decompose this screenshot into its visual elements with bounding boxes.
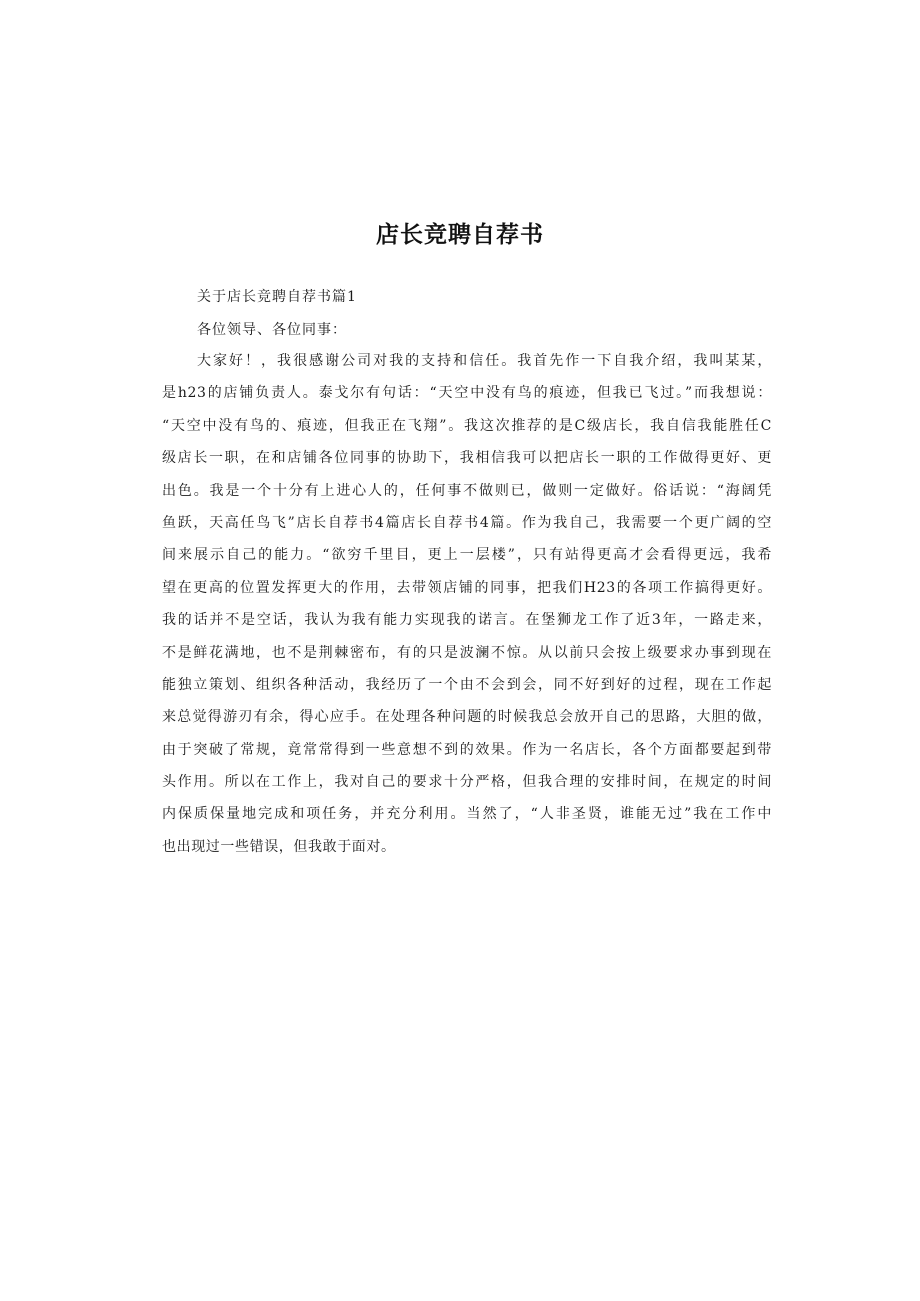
salutation: 各位领导、各位同事： <box>197 322 347 338</box>
body-line: 来总觉得游刃有余，得心应手。在处理各种问题的时候我总会放开自己的思路，大胆的做， <box>162 709 772 726</box>
body-line: 也出现过一些错误，但我敢于面对。 <box>162 838 396 855</box>
body-line: “天空中没有鸟的、痕迹，但我正在飞翔”。我这次推荐的是C级店长，我自信我能胜任C <box>162 417 772 434</box>
body-line: 出色。我是一个十分有上进心人的，任何事不做则已，做则一定做好。俗话说：“海阔凭 <box>162 482 772 499</box>
article-subtitle: 关于店长竞聘自荐书篇1 <box>197 289 357 305</box>
body-line: 我的话并不是空话，我认为我有能力实现我的诺言。在堡狮龙工作了近3年，一路走来， <box>162 612 772 629</box>
body-line: 内保质保量地完成和项任务，并充分利用。当然了，“人非圣贤，谁能无过”我在工作中 <box>162 806 772 823</box>
body-line: 由于突破了常规，竟常常得到一些意想不到的效果。作为一名店长，各个方面都要起到带 <box>162 741 772 758</box>
body-line: 鱼跃，天高任鸟飞”店长自荐书4篇店长自荐书4篇。作为我自己，我需要一个更广阔的空 <box>162 514 772 531</box>
body-line: 能独立策划、组织各种活动，我经历了一个由不会到会，同不好到好的过程，现在工作起 <box>162 676 772 693</box>
body-line: 间来展示自己的能力。“欲穷千里目，更上一层楼”，只有站得更高才会看得更远，我希 <box>162 547 772 564</box>
body-line: 级店长一职，在和店铺各位同事的协助下，我相信我可以把店长一职的工作做得更好、更 <box>162 450 772 467</box>
body-line: 望在更高的位置发挥更大的作用，去带领店铺的同事，把我们H23的各项工作搞得更好。 <box>162 579 772 596</box>
document-title: 店长竞聘自荐书 <box>376 222 544 248</box>
body-line: 不是鲜花满地，也不是荆棘密布，有的只是波澜不惊。从以前只会按上级要求办事到现在 <box>162 644 772 661</box>
body-line: 是h23的店铺负责人。泰戈尔有句话：“天空中没有鸟的痕迹，但我已飞过。”而我想说： <box>162 385 772 402</box>
body-line: 大家好！，我很感谢公司对我的支持和信任。我首先作一下自我介绍，我叫某某， <box>197 353 772 369</box>
body-paragraph <box>162 350 772 868</box>
body-line: 头作用。所以在工作上，我对自己的要求十分严格，但我合理的安排时间，在规定的时间 <box>162 774 772 791</box>
